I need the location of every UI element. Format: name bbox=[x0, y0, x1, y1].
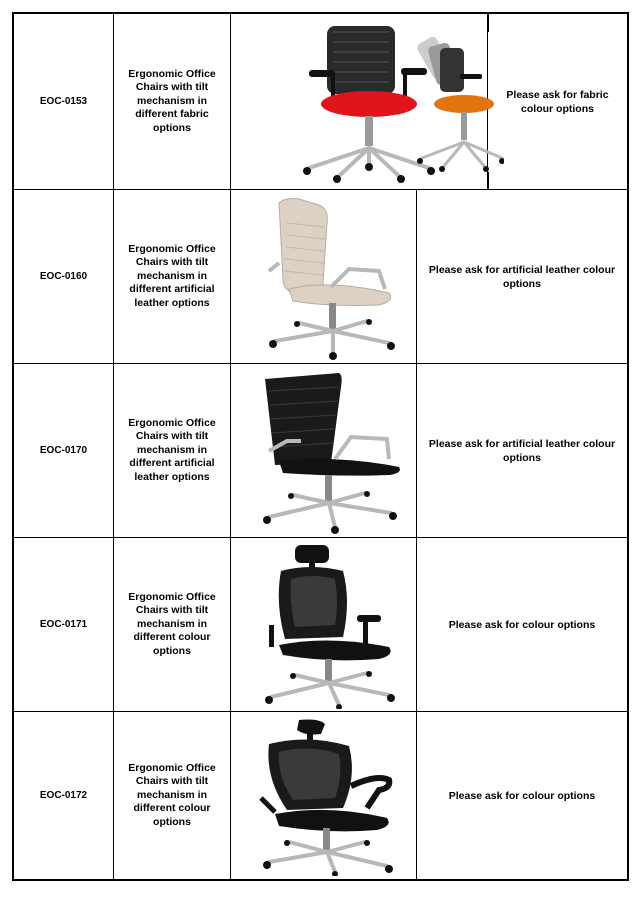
table-row bbox=[14, 712, 627, 879]
product-description: Ergonomic Office Chairs with tilt mechanism in different colour options bbox=[114, 712, 231, 879]
chair-image-cream-leather bbox=[239, 193, 409, 361]
product-image-cell bbox=[231, 364, 417, 537]
table-row bbox=[14, 14, 627, 190]
product-description: Ergonomic Office Chairs with tilt mechanism in different fabric options bbox=[114, 14, 231, 189]
product-code: EOC-0172 bbox=[14, 712, 114, 879]
product-code: EOC-0153 bbox=[14, 14, 114, 189]
product-image-cell bbox=[231, 712, 417, 879]
product-image-cell bbox=[231, 190, 417, 363]
product-description: Ergonomic Office Chairs with tilt mechanism in different colour options bbox=[114, 538, 231, 711]
table-row bbox=[14, 364, 627, 538]
table-row bbox=[14, 538, 627, 712]
chair-image-black-mesh-highback bbox=[239, 367, 409, 535]
product-description: Ergonomic Office Chairs with tilt mechanism in different artificial leather options bbox=[114, 190, 231, 363]
product-image-cell bbox=[231, 538, 417, 711]
product-code: EOC-0160 bbox=[14, 190, 114, 363]
colour-note: Please ask for colour options bbox=[448, 618, 596, 631]
table-row bbox=[14, 190, 627, 364]
colour-note: Please ask for fabric colour options bbox=[506, 88, 609, 115]
colour-note: Please ask for artificial leather colour options bbox=[428, 263, 616, 290]
product-description: Ergonomic Office Chairs with tilt mechanism in different artificial leather options bbox=[114, 364, 231, 537]
chair-image-black-mesh-headrest bbox=[239, 541, 409, 709]
product-code: EOC-0171 bbox=[14, 538, 114, 711]
product-code: EOC-0170 bbox=[14, 364, 114, 537]
colour-note: Please ask for artificial leather colour options bbox=[428, 437, 616, 464]
chair-image-black-mesh-headrest-angled bbox=[239, 716, 409, 876]
colour-note: Please ask for colour options bbox=[448, 789, 596, 802]
product-table bbox=[12, 12, 629, 881]
